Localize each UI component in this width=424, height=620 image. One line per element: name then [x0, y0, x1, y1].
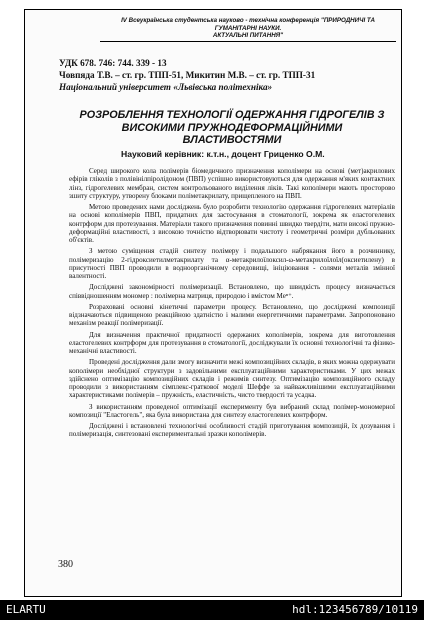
university: Національний університет «Львівська політехніка» [59, 82, 273, 92]
conference-header [100, 17, 396, 42]
paragraph: Проведені дослідження дали змогу визначити межі композиційних складів, в яких можна одержувати кополімери необхідної структури з задовільними експлуатаційними характеристиками. У цих межах здійснено оптимізацію композиційних складів і режимів синтезу. Оптимізацію композиційного складу проводили з використанням сімплекс-граткової моделі Шеффе за найважливішими експлуатаційними характеристиками полімерів – пружність, еластичність, чисто твердості та усадка. [69, 358, 395, 400]
document-page [24, 9, 402, 597]
title-line-2: ВИСОКИМИ ПРУЖНОДЕФОРМАЦІЙНИМИ ВЛАСТИВОСТЯМИ [121, 121, 343, 146]
paragraph: Досліджені і встановлені технологічні особливості стадій приготування композицій, їх дозування і полімеризація, синтезовані експериментальні зразки кополімерів. [69, 422, 395, 439]
scientific-advisor: Науковий керівник: к.т.н., доцент Гриценко О.М. [121, 149, 325, 159]
page-number: 380 [58, 559, 73, 570]
paragraph: Розраховані основні кінетичні параметри процесу. Встановлено, що досліджені композиції відзначаються підвищеною реакційною здатністю і малими енергетичними параметрами. Запропоновано механізм реакції полімеризації. [69, 302, 395, 328]
handle-identifier[interactable]: hdl:123456789/10119 [292, 603, 418, 616]
header-line-1: IV Всеукраїнська студентська науково - технічна конференція "ПРИРОДНИЧІ ТА ГУМАНІТАРНІ НАУКИ. [121, 17, 375, 32]
udc-code: УДК 678. 746: 744. 339 - 13 [59, 58, 167, 68]
article-body [69, 167, 395, 547]
article-title [71, 109, 393, 147]
paragraph: З метою суміщення стадій синтезу полімеру і подальшого набрякання його в розчиннику, полімеризацію 2-гідроксиетилметакрилату та α-метакрилоїлоксил-ω-метакрилоїлоїл(оксиетилену) в присутності ПВП проводили в водноорганічному середовищі, ініціювання - солями металів змінної валентності. [69, 247, 395, 280]
title-line-1: РОЗРОБЛЕННЯ ТЕХНОЛОГІЇ ОДЕРЖАННЯ ГІДРОГЕЛІВ З [79, 109, 385, 121]
repository-name[interactable]: ELARTU [6, 603, 46, 616]
paragraph: Серед широкого кола полімерів біомедичного призначення кополімери на основі (мет)акрилових ефірів гліколів з полівінілпіролідоном (ПВП) успішно використовуються для одержання м'яких контактних лінз, гідрогелевих мембран, систем контрольованого виділення ліків. Такі кополімери мають просторово зшиту структуру, утворену блоками поліметакрилату, прищепленого на ПВП. [69, 167, 395, 200]
paragraph: Метою проведених нами досліджень було розробити технологію одержання гідрогелевих матеріалів на основі кополімерів ПВП, придатних для застосування в стоматології, зокрема як еластогелевих контрформ для протезування. Матеріали такого призначення повинні швидко твердіти, мати високі пружно-деформаційні властивості, з високою точністю відтворювати чистоту і геометричні розміри дубльованих об'єктів. [69, 203, 395, 244]
paragraph: Для визначення практичної придатності одержаних кополімерів, зокрема для виготовлення еластогелевих контрформ для протезування в стоматології, досліджували їх основні технологічні та фізико-механічні властивості. [69, 330, 395, 355]
repository-footer [0, 600, 424, 620]
paragraph: Досліджені закономірності полімеризації. Встановлено, що швидкість процесу визначається співвідношенням мономер : полімерна матриця, природою і вмістом Меⁿ⁺. [69, 283, 395, 300]
authors: Човпядa Т.В. – ст. гр. ТПП-51, Микитин М.В. – ст. гр. ТПП-31 [59, 70, 316, 80]
header-line-2: АКТУАЛЬНІ ПИТАННЯ" [212, 32, 284, 39]
paragraph: З використанням проведеної оптимізації експерименту був вибраний склад полімер-мономерної композиції "Еластогель", яка була використана для синтезу еластогелевих контрформ. [69, 402, 395, 419]
